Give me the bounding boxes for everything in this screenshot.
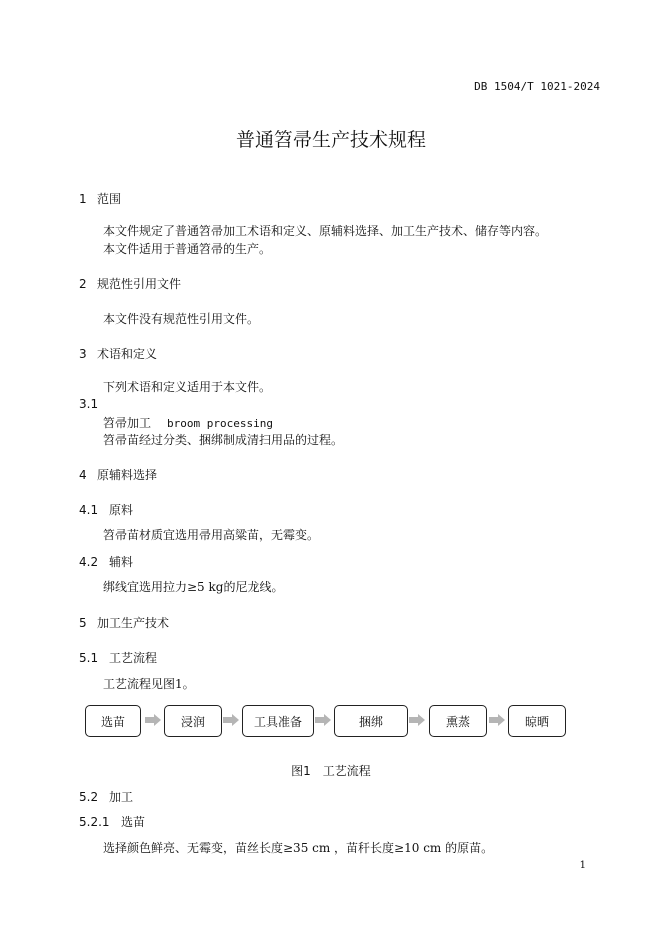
subsection-title: 选苗: [121, 815, 146, 829]
subsection-number: 5.1: [79, 651, 99, 665]
section-title: 加工生产技术: [97, 616, 170, 630]
flow-step-3: 工具准备: [242, 705, 314, 737]
flow-step-4: 捆绑: [334, 705, 408, 737]
flow-arrow-icon: [489, 714, 505, 726]
paragraph: 笤帚苗材质宜选用帚用高粱苗，无霉变。: [103, 528, 320, 542]
flow-arrow-icon: [223, 714, 239, 726]
section-5-heading: [79, 614, 169, 631]
paragraph: 工艺流程见图1。: [103, 677, 195, 691]
subsection-number: 5.2.1: [79, 815, 110, 829]
subsection-title: 加工: [109, 790, 134, 804]
section-number: 5: [79, 616, 87, 630]
section-title: 原辅料选择: [97, 468, 158, 482]
section-1-heading: [79, 190, 121, 207]
subsection-5-2-heading: [79, 788, 133, 805]
term-entry: [103, 414, 273, 431]
document-number: DB 1504/T 1021-2024: [474, 80, 600, 93]
term-english: broom processing: [167, 417, 273, 430]
term-name: 笤帚加工: [103, 416, 152, 430]
flow-step-2: 浸润: [164, 705, 222, 737]
page-number: 1: [579, 860, 586, 871]
section-number: 3: [79, 347, 87, 361]
paragraph: 选择颜色鲜亮、无霉变，苗丝长度≥35 cm ，苗秆长度≥10 cm 的原苗。: [103, 841, 494, 855]
paragraph: 本文件适用于普通笤帚的生产。: [103, 242, 272, 256]
flow-step-1: 选苗: [85, 705, 141, 737]
section-number: 4: [79, 468, 87, 482]
paragraph: 绑线宜选用拉力≥5 kg的尼龙线。: [103, 580, 284, 594]
flow-arrow-icon: [145, 714, 161, 726]
subsection-title: 工艺流程: [109, 651, 158, 665]
flow-arrow-icon: [409, 714, 425, 726]
subsection-title: 辅料: [109, 555, 134, 569]
section-title: 规范性引用文件: [97, 277, 182, 291]
paragraph: 本文件规定了普通笤帚加工术语和定义、原辅料选择、加工生产技术、储存等内容。: [103, 224, 548, 238]
subsection-4-1-heading: [79, 501, 133, 518]
subsection-5-1-heading: [79, 649, 157, 666]
flow-arrow-icon: [315, 714, 331, 726]
document-title: 普通笤帚生产技术规程: [235, 129, 426, 151]
subsection-number: 5.2: [79, 790, 99, 804]
subsection-4-2-heading: [79, 553, 133, 570]
section-title: 术语和定义: [97, 347, 158, 361]
section-number: 1: [79, 192, 87, 206]
section-3-heading: [79, 345, 157, 362]
subsection-5-2-1-heading: [79, 813, 145, 830]
paragraph: 本文件没有规范性引用文件。: [103, 312, 260, 326]
section-number: 2: [79, 277, 87, 291]
paragraph: 下列术语和定义适用于本文件。: [103, 380, 272, 394]
term-number: 3.1: [79, 397, 99, 411]
subsection-number: 4.2: [79, 555, 99, 569]
figure-caption: 图1 工艺流程: [291, 764, 371, 778]
flow-step-6: 晾晒: [508, 705, 566, 737]
flow-step-5: 熏蒸: [429, 705, 487, 737]
section-4-heading: [79, 466, 157, 483]
subsection-number: 4.1: [79, 503, 99, 517]
section-2-heading: [79, 275, 181, 292]
subsection-title: 原料: [109, 503, 134, 517]
term-definition: 笤帚苗经过分类、捆绑制成清扫用品的过程。: [103, 433, 344, 447]
section-title: 范围: [97, 192, 122, 206]
